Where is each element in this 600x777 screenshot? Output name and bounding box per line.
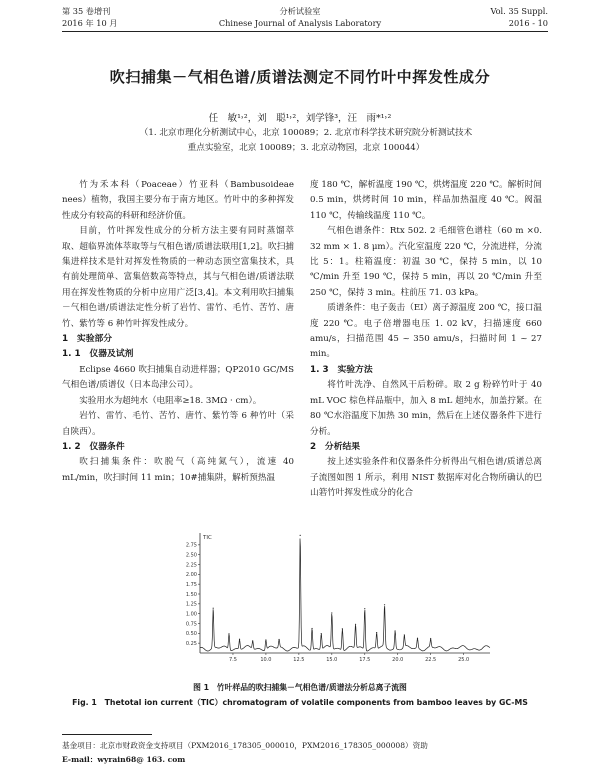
funding-note: 基金项目：北京市财政资金支持项目（PXM2016_178305_000010，PXM2016_178305_000008）资助 <box>62 741 428 750</box>
volume-cn: 第 35 卷增刊 <box>62 6 111 16</box>
y-tick-label: 1.00 <box>185 611 197 618</box>
y-tick-label: 2.25 <box>185 562 197 569</box>
x-tick-label: 20.0 <box>392 657 404 663</box>
peak-point <box>394 630 395 631</box>
peak-point <box>265 639 266 640</box>
x-tick-label: 17.5 <box>359 657 371 663</box>
affiliation-line: 重点实验室，北京 100089；3. 北京动物园，北京 100044） <box>187 143 425 153</box>
y-tick-label: 0.50 <box>185 631 197 638</box>
peak-point <box>239 639 240 640</box>
subsection-heading: 1. 2 仪器条件 <box>62 441 125 452</box>
body-paragraph: 质谱条件：电子轰击（EI）离子源温度 200 ℃，接口温度 220 ℃。电子倍增器电压 1. 02 kV，扫描速度 660 amu/s，扫描范围 45 ~ 350 amu/s，扫描时间 1 ~ 27 min。 <box>310 303 542 360</box>
x-tick-label: 12.5 <box>293 657 305 663</box>
body-paragraph: 按上述实验条件和仪器条件分析得出气相色谱/质谱总离子流图如图 1 所示，利用 NIST 数据库对化合物所确认的巴山箬竹叶挥发性成分的化合 <box>310 457 542 499</box>
peak-point <box>417 638 418 639</box>
body-paragraph: Eclipse 4660 吹扫捕集自动进样器；QP2010 GC/MS 气相色谱/质谱仪（日本岛津公司）。 <box>62 364 294 391</box>
x-tick-label: 22.5 <box>425 657 437 663</box>
peak-point <box>321 633 322 634</box>
y-tick-label: 1.25 <box>185 601 197 608</box>
y-tick-label: 2.50 <box>185 552 197 559</box>
peak-point <box>228 633 229 634</box>
tic-chromatogram <box>176 529 496 667</box>
volume-en: Vol. 35 Suppl. <box>490 6 548 16</box>
body-paragraph: 度 180 ℃，解析温度 190 ℃，烘烤温度 220 ℃。解析时间 0.5 min，烘烤时间 10 min，样品加热温度 40 ℃。阀温 110 ℃，传输线温度 110 ℃。 <box>310 180 542 221</box>
header-rule <box>62 31 548 32</box>
affiliation <box>96 126 516 156</box>
journal-en: Chinese Journal of Analysis Laboratory <box>218 18 382 28</box>
peak-point <box>384 604 385 605</box>
peak-point <box>213 608 214 609</box>
y-tick-label: 0.25 <box>185 640 197 647</box>
peak-point <box>311 628 312 629</box>
body-paragraph: 气相色谱条件：Rtx 502. 2 毛细管色谱柱（60 m ×0. 32 mm × 1. 8 μm）。汽化室温度 220 ℃，分流进样，分流比 5：1。柱箱温度：初温 30 ℃，保持 5 min，以 10 ℃/min 升至 190 ℃，保持 5 min，再以 20 ℃/min 升至 250 ℃，保持 3 min。柱前压 71. 03 kPa。 <box>310 226 542 298</box>
section-heading: 2 分析结果 <box>310 441 361 452</box>
body-paragraph: 实验用水为超纯水（电阻率≥18. 3MΩ · cm）。 <box>79 395 262 406</box>
peak-point <box>376 632 377 633</box>
subsection-heading: 1. 3 实验方法 <box>310 364 373 375</box>
body-paragraph: 吹扫捕集条件：吹脱气（高纯氮气），流速 40 mL/min，吹扫时间 11 min；10#捕集阱，解析预热温 <box>62 457 294 483</box>
affiliation-line: （1. 北京市理化分析测试中心，北京 100089；2. 北京市科学技术研究院分析测试技术 <box>139 128 473 138</box>
subsection-heading: 1. 1 仪器及试剂 <box>62 349 134 360</box>
authors: 任 敏¹˒²，刘 聪¹˒²，刘学锋³，汪 雨*¹˒² <box>208 113 392 124</box>
date-en: 2016 - 10 <box>508 18 548 28</box>
y-tick-label: 1.50 <box>185 591 197 598</box>
intro-paragraph: 竹为禾本科（Poaceae）竹亚科（Bambusoideae nees）植物，我国主要分布于南方地区。竹叶中的多种挥发性成分有较高的科研和经济价值。 <box>62 180 294 221</box>
peak-point <box>278 639 279 640</box>
peak-point <box>355 624 356 625</box>
x-tick-label: 25.0 <box>458 657 470 663</box>
x-tick-label: 15.0 <box>326 657 338 663</box>
y-tick-label: 2.00 <box>185 572 197 579</box>
right-column <box>310 178 542 502</box>
date-cn: 2016 年 10 月 <box>62 18 118 28</box>
y-tick-label: 2.75 <box>185 542 197 549</box>
paper-title: 吹扫捕集－气相色谱/质谱法测定不同竹叶中挥发性成分 <box>109 68 491 86</box>
intro-paragraph: 目前，竹叶挥发性成分的分析方法主要有同时蒸馏萃取、超临界流体萃取等与气相色谱/质谱法联用[1,2]。吹扫捕集进样技术是针对挥发性物质的一种动态顶空富集技术，具有前处理简单、富集倍数高等特点，其与气相色谱/质谱法联用在挥发性物质的分析中应用广泛[3,4]。本文利用吹扫捕集－气相色谱/质谱法定性分析了岩竹、雷竹、毛竹、苦竹、唐竹、紫竹等 6 种竹叶挥发性成分。 <box>62 226 294 329</box>
tic-trace <box>200 539 490 652</box>
x-tick-label: 10.0 <box>260 657 272 663</box>
peak-point <box>364 608 365 609</box>
y-tick-label: 1.75 <box>185 581 197 588</box>
peak-point <box>300 535 301 536</box>
section-heading: 1 实验部分 <box>62 334 113 345</box>
y-tick-label: 0.75 <box>185 621 197 628</box>
tic-label: TIC <box>203 535 212 541</box>
peak-point <box>252 640 253 641</box>
figure-caption-en: Fig. 1 Thetotal ion current（TIC）chromatogram of volatile components from bamboo leaves by GC-MS <box>72 698 528 707</box>
journal-cn: 分析试验室 <box>279 6 321 16</box>
peak-point <box>430 638 431 639</box>
peak-point <box>331 612 332 613</box>
footnote-rule <box>62 734 152 735</box>
email-note: E-mail：wyrain68@ 163. com <box>62 755 186 764</box>
body-paragraph: 将竹叶洗净、自然风干后粉碎。取 2 g 粉碎竹叶于 40 mL VOC 棕色样品瓶中，加入 8 mL 超纯水，加盖拧紧。在 80 ℃水浴温度下加热 30 min，然后在上述仪器条件下进行分析。 <box>310 380 542 437</box>
left-column <box>62 178 294 486</box>
body-paragraph: 岩竹、雷竹、毛竹、苦竹、唐竹、紫竹等 6 种竹叶（采自陕西）。 <box>62 411 294 437</box>
x-tick-label: 7.5 <box>228 657 237 663</box>
peak-point <box>342 628 343 629</box>
peak-point <box>404 634 405 635</box>
figure-caption-cn: 图 1 竹叶样品的吹扫捕集－气相色谱/质谱法分析总离子流图 <box>193 683 407 692</box>
